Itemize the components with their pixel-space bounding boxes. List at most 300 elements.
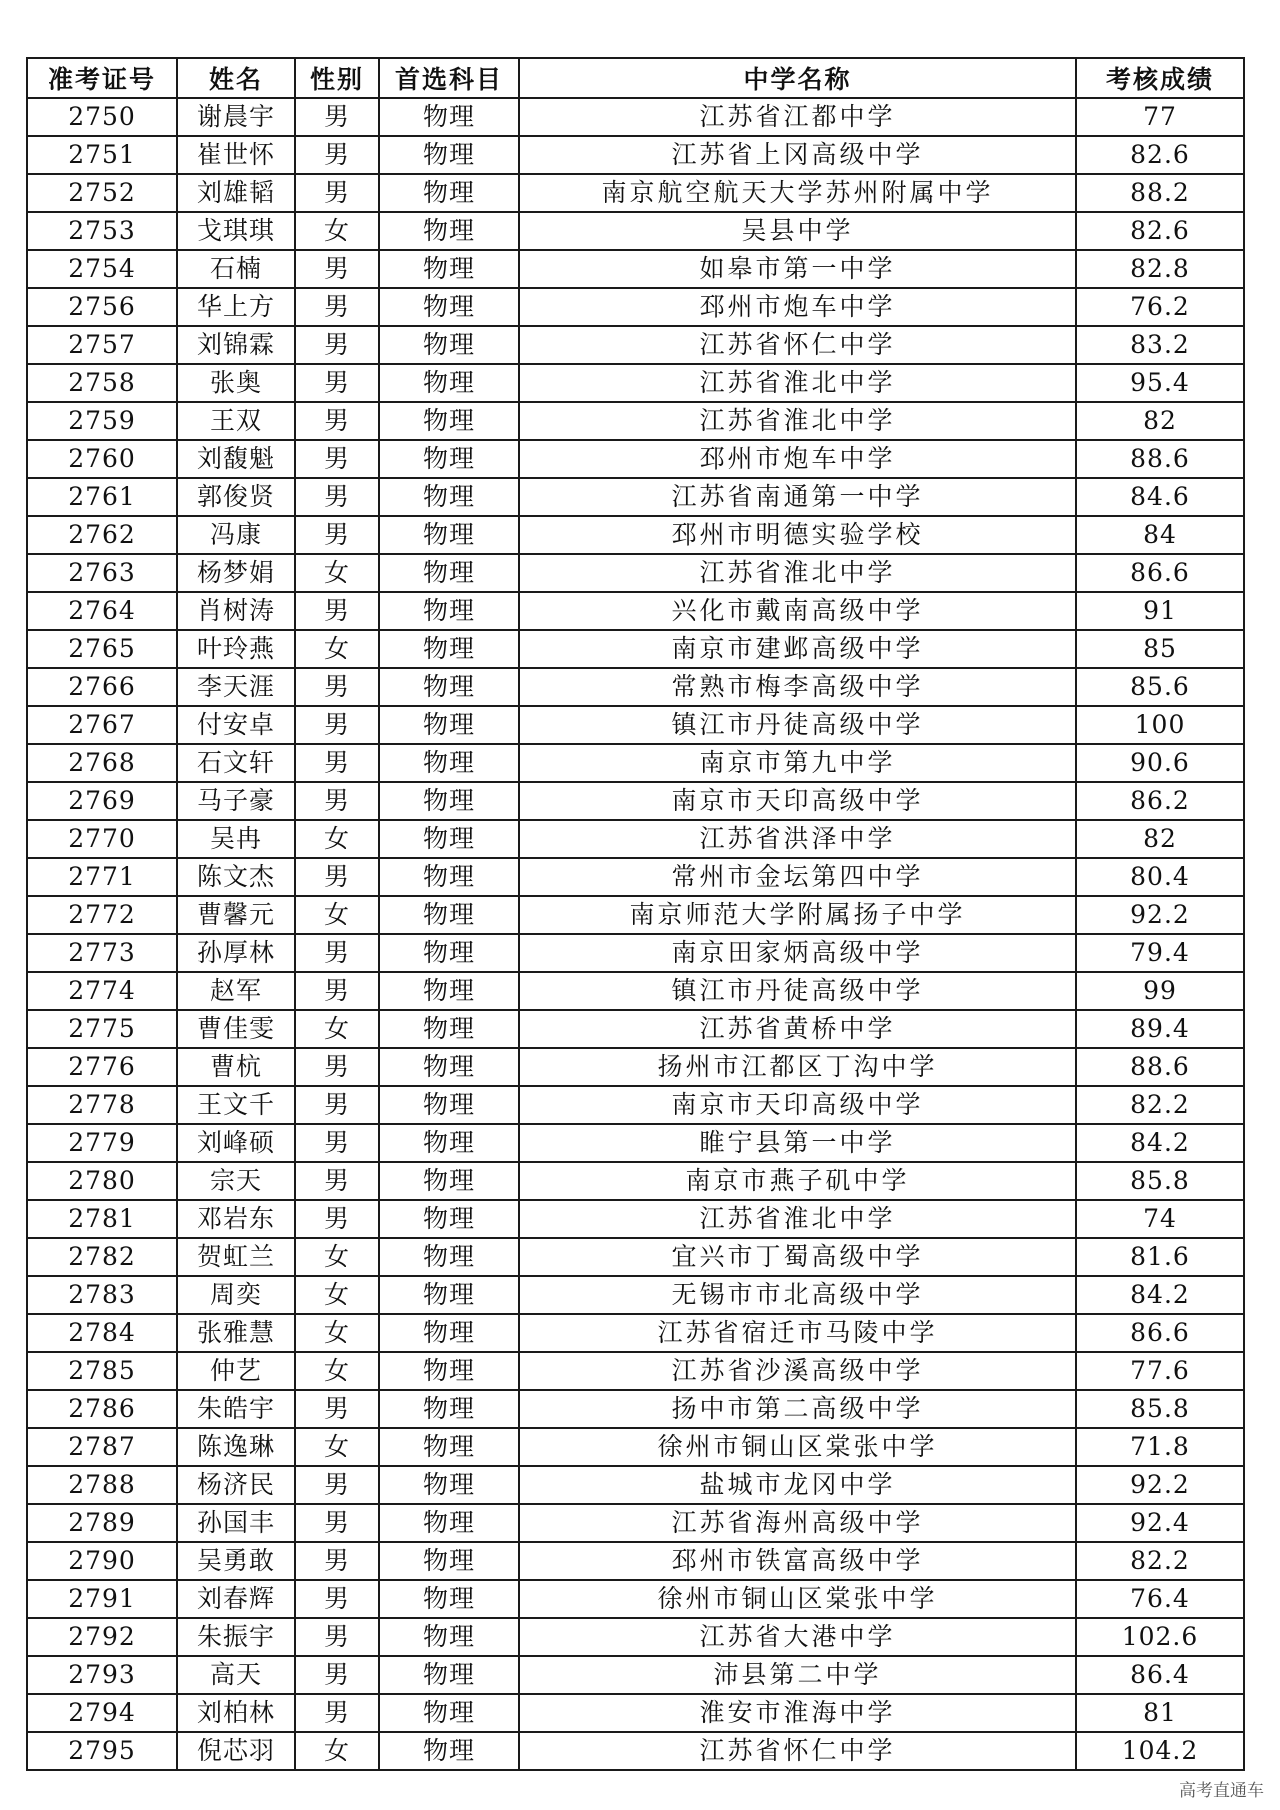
cell-gender: 男 <box>295 174 379 212</box>
cell-exam-id: 2778 <box>27 1086 177 1124</box>
cell-school: 镇江市丹徒高级中学 <box>519 972 1076 1010</box>
cell-exam-id: 2786 <box>27 1390 177 1428</box>
cell-subject: 物理 <box>379 592 519 630</box>
cell-gender: 男 <box>295 516 379 554</box>
cell-school: 邳州市铁富高级中学 <box>519 1542 1076 1580</box>
cell-subject: 物理 <box>379 136 519 174</box>
header-name: 姓名 <box>177 58 295 98</box>
table-row <box>27 440 1244 478</box>
cell-score: 82.6 <box>1076 212 1244 250</box>
cell-subject: 物理 <box>379 1504 519 1542</box>
cell-exam-id: 2789 <box>27 1504 177 1542</box>
cell-name: 华上方 <box>177 288 295 326</box>
cell-score: 92.2 <box>1076 896 1244 934</box>
table-row <box>27 1542 1244 1580</box>
cell-school: 吴县中学 <box>519 212 1076 250</box>
cell-gender: 女 <box>295 630 379 668</box>
cell-gender: 男 <box>295 592 379 630</box>
cell-subject: 物理 <box>379 1200 519 1238</box>
cell-name: 刘柏林 <box>177 1694 295 1732</box>
cell-gender: 男 <box>295 1086 379 1124</box>
table-row <box>27 1390 1244 1428</box>
table-row <box>27 820 1244 858</box>
cell-gender: 男 <box>295 1542 379 1580</box>
cell-subject: 物理 <box>379 1542 519 1580</box>
table-row <box>27 1124 1244 1162</box>
cell-subject: 物理 <box>379 1656 519 1694</box>
cell-exam-id: 2758 <box>27 364 177 402</box>
table-row <box>27 630 1244 668</box>
cell-score: 85.8 <box>1076 1162 1244 1200</box>
cell-score: 100 <box>1076 706 1244 744</box>
cell-subject: 物理 <box>379 1694 519 1732</box>
cell-exam-id: 2780 <box>27 1162 177 1200</box>
table-row <box>27 554 1244 592</box>
cell-school: 盐城市龙冈中学 <box>519 1466 1076 1504</box>
cell-school: 江苏省淮北中学 <box>519 402 1076 440</box>
cell-exam-id: 2771 <box>27 858 177 896</box>
cell-school: 镇江市丹徒高级中学 <box>519 706 1076 744</box>
cell-gender: 男 <box>295 1694 379 1732</box>
table-row <box>27 1314 1244 1352</box>
cell-exam-id: 2754 <box>27 250 177 288</box>
cell-name: 刘峰硕 <box>177 1124 295 1162</box>
cell-name: 曹佳雯 <box>177 1010 295 1048</box>
cell-school: 常熟市梅李高级中学 <box>519 668 1076 706</box>
cell-gender: 男 <box>295 250 379 288</box>
cell-subject: 物理 <box>379 1352 519 1390</box>
cell-gender: 男 <box>295 98 379 136</box>
cell-score: 74 <box>1076 1200 1244 1238</box>
cell-gender: 男 <box>295 1618 379 1656</box>
cell-exam-id: 2759 <box>27 402 177 440</box>
cell-subject: 物理 <box>379 1238 519 1276</box>
cell-name: 张奥 <box>177 364 295 402</box>
cell-gender: 男 <box>295 364 379 402</box>
cell-exam-id: 2787 <box>27 1428 177 1466</box>
cell-name: 冯康 <box>177 516 295 554</box>
cell-score: 82.6 <box>1076 136 1244 174</box>
cell-subject: 物理 <box>379 668 519 706</box>
cell-gender: 男 <box>295 440 379 478</box>
cell-name: 仲艺 <box>177 1352 295 1390</box>
cell-gender: 女 <box>295 1314 379 1352</box>
cell-gender: 男 <box>295 668 379 706</box>
cell-score: 91 <box>1076 592 1244 630</box>
cell-exam-id: 2781 <box>27 1200 177 1238</box>
cell-subject: 物理 <box>379 174 519 212</box>
table-row <box>27 858 1244 896</box>
cell-school: 宜兴市丁蜀高级中学 <box>519 1238 1076 1276</box>
header-subject: 首选科目 <box>379 58 519 98</box>
cell-name: 肖树涛 <box>177 592 295 630</box>
cell-school: 沛县第二中学 <box>519 1656 1076 1694</box>
cell-gender: 男 <box>295 1048 379 1086</box>
cell-exam-id: 2757 <box>27 326 177 364</box>
cell-subject: 物理 <box>379 98 519 136</box>
cell-score: 81.6 <box>1076 1238 1244 1276</box>
cell-exam-id: 2768 <box>27 744 177 782</box>
cell-school: 扬中市第二高级中学 <box>519 1390 1076 1428</box>
table-row <box>27 1618 1244 1656</box>
table-row <box>27 1086 1244 1124</box>
cell-school: 江苏省大港中学 <box>519 1618 1076 1656</box>
cell-school: 江苏省宿迁市马陵中学 <box>519 1314 1076 1352</box>
table-row <box>27 1048 1244 1086</box>
cell-gender: 女 <box>295 212 379 250</box>
cell-school: 徐州市铜山区棠张中学 <box>519 1580 1076 1618</box>
table-row <box>27 402 1244 440</box>
cell-gender: 男 <box>295 972 379 1010</box>
watermark-text: 高考直通车 <box>1179 1781 1264 1801</box>
table-row <box>27 1010 1244 1048</box>
cell-gender: 男 <box>295 326 379 364</box>
cell-score: 86.6 <box>1076 1314 1244 1352</box>
cell-score: 81 <box>1076 1694 1244 1732</box>
cell-name: 崔世怀 <box>177 136 295 174</box>
table-row <box>27 250 1244 288</box>
cell-exam-id: 2763 <box>27 554 177 592</box>
cell-school: 常州市金坛第四中学 <box>519 858 1076 896</box>
cell-gender: 男 <box>295 288 379 326</box>
cell-subject: 物理 <box>379 1466 519 1504</box>
cell-gender: 男 <box>295 934 379 972</box>
cell-subject: 物理 <box>379 516 519 554</box>
cell-school: 淮安市淮海中学 <box>519 1694 1076 1732</box>
cell-exam-id: 2773 <box>27 934 177 972</box>
cell-school: 兴化市戴南高级中学 <box>519 592 1076 630</box>
table-row <box>27 1428 1244 1466</box>
header-school: 中学名称 <box>519 58 1076 98</box>
cell-score: 77.6 <box>1076 1352 1244 1390</box>
table-row <box>27 1504 1244 1542</box>
cell-score: 83.2 <box>1076 326 1244 364</box>
cell-name: 刘馥魁 <box>177 440 295 478</box>
cell-score: 84.2 <box>1076 1276 1244 1314</box>
table-row <box>27 1200 1244 1238</box>
cell-subject: 物理 <box>379 288 519 326</box>
table-row <box>27 1694 1244 1732</box>
cell-exam-id: 2776 <box>27 1048 177 1086</box>
table-row <box>27 288 1244 326</box>
cell-exam-id: 2752 <box>27 174 177 212</box>
cell-name: 石楠 <box>177 250 295 288</box>
cell-score: 82 <box>1076 402 1244 440</box>
table-row <box>27 516 1244 554</box>
cell-school: 江苏省南通第一中学 <box>519 478 1076 516</box>
cell-score: 82.2 <box>1076 1086 1244 1124</box>
cell-name: 付安卓 <box>177 706 295 744</box>
table-row <box>27 136 1244 174</box>
cell-exam-id: 2775 <box>27 1010 177 1048</box>
cell-name: 朱皓宇 <box>177 1390 295 1428</box>
cell-subject: 物理 <box>379 1428 519 1466</box>
table-row <box>27 1656 1244 1694</box>
cell-score: 88.6 <box>1076 1048 1244 1086</box>
cell-gender: 男 <box>295 136 379 174</box>
cell-score: 86.6 <box>1076 554 1244 592</box>
cell-school: 江苏省淮北中学 <box>519 364 1076 402</box>
table-row <box>27 1580 1244 1618</box>
cell-exam-id: 2794 <box>27 1694 177 1732</box>
cell-score: 99 <box>1076 972 1244 1010</box>
cell-subject: 物理 <box>379 858 519 896</box>
cell-school: 如皋市第一中学 <box>519 250 1076 288</box>
cell-subject: 物理 <box>379 630 519 668</box>
cell-subject: 物理 <box>379 1276 519 1314</box>
cell-school: 江苏省怀仁中学 <box>519 326 1076 364</box>
cell-gender: 女 <box>295 1238 379 1276</box>
cell-name: 马子豪 <box>177 782 295 820</box>
cell-gender: 男 <box>295 478 379 516</box>
cell-exam-id: 2783 <box>27 1276 177 1314</box>
cell-subject: 物理 <box>379 1162 519 1200</box>
table-body <box>27 98 1244 1770</box>
cell-exam-id: 2753 <box>27 212 177 250</box>
cell-name: 刘春辉 <box>177 1580 295 1618</box>
table-row <box>27 174 1244 212</box>
cell-school: 江苏省沙溪高级中学 <box>519 1352 1076 1390</box>
cell-subject: 物理 <box>379 1048 519 1086</box>
cell-subject: 物理 <box>379 1580 519 1618</box>
cell-gender: 女 <box>295 1352 379 1390</box>
cell-score: 85.8 <box>1076 1390 1244 1428</box>
cell-exam-id: 2774 <box>27 972 177 1010</box>
cell-gender: 男 <box>295 402 379 440</box>
cell-name: 曹馨元 <box>177 896 295 934</box>
cell-score: 84.2 <box>1076 1124 1244 1162</box>
cell-subject: 物理 <box>379 782 519 820</box>
cell-score: 76.2 <box>1076 288 1244 326</box>
table-row <box>27 744 1244 782</box>
header-score: 考核成绩 <box>1076 58 1244 98</box>
cell-exam-id: 2760 <box>27 440 177 478</box>
cell-name: 贺虹兰 <box>177 1238 295 1276</box>
cell-gender: 男 <box>295 1504 379 1542</box>
cell-name: 杨梦娟 <box>177 554 295 592</box>
table-row <box>27 98 1244 136</box>
cell-score: 92.4 <box>1076 1504 1244 1542</box>
cell-subject: 物理 <box>379 250 519 288</box>
cell-name: 陈逸琳 <box>177 1428 295 1466</box>
cell-name: 赵军 <box>177 972 295 1010</box>
cell-score: 88.2 <box>1076 174 1244 212</box>
cell-school: 江苏省洪泽中学 <box>519 820 1076 858</box>
cell-school: 南京市第九中学 <box>519 744 1076 782</box>
cell-gender: 男 <box>295 858 379 896</box>
cell-gender: 男 <box>295 1200 379 1238</box>
cell-name: 曹杭 <box>177 1048 295 1086</box>
cell-school: 邳州市炮车中学 <box>519 288 1076 326</box>
cell-subject: 物理 <box>379 1618 519 1656</box>
cell-subject: 物理 <box>379 402 519 440</box>
table-row <box>27 1732 1244 1770</box>
cell-name: 倪芯羽 <box>177 1732 295 1770</box>
cell-score: 79.4 <box>1076 934 1244 972</box>
cell-exam-id: 2772 <box>27 896 177 934</box>
cell-subject: 物理 <box>379 440 519 478</box>
cell-score: 88.6 <box>1076 440 1244 478</box>
cell-gender: 男 <box>295 1390 379 1428</box>
cell-subject: 物理 <box>379 478 519 516</box>
table-row <box>27 972 1244 1010</box>
table-row <box>27 212 1244 250</box>
header-exam-id: 准考证号 <box>27 58 177 98</box>
cell-subject: 物理 <box>379 554 519 592</box>
cell-gender: 女 <box>295 1010 379 1048</box>
cell-exam-id: 2762 <box>27 516 177 554</box>
cell-exam-id: 2795 <box>27 1732 177 1770</box>
cell-exam-id: 2793 <box>27 1656 177 1694</box>
table-row <box>27 1276 1244 1314</box>
cell-name: 周奕 <box>177 1276 295 1314</box>
cell-exam-id: 2750 <box>27 98 177 136</box>
cell-school: 南京师范大学附属扬子中学 <box>519 896 1076 934</box>
cell-gender: 男 <box>295 1656 379 1694</box>
cell-school: 无锡市市北高级中学 <box>519 1276 1076 1314</box>
table-header-row <box>27 58 1244 98</box>
cell-school: 江苏省淮北中学 <box>519 554 1076 592</box>
cell-exam-id: 2756 <box>27 288 177 326</box>
cell-name: 刘锦霖 <box>177 326 295 364</box>
score-sheet <box>26 57 1243 1771</box>
cell-score: 86.2 <box>1076 782 1244 820</box>
cell-gender: 男 <box>295 744 379 782</box>
cell-name: 杨济民 <box>177 1466 295 1504</box>
cell-name: 朱振宇 <box>177 1618 295 1656</box>
cell-subject: 物理 <box>379 934 519 972</box>
cell-name: 郭俊贤 <box>177 478 295 516</box>
cell-name: 吴冉 <box>177 820 295 858</box>
cell-school: 南京航空航天大学苏州附属中学 <box>519 174 1076 212</box>
cell-subject: 物理 <box>379 1086 519 1124</box>
table-row <box>27 478 1244 516</box>
cell-gender: 男 <box>295 782 379 820</box>
table-row <box>27 706 1244 744</box>
cell-exam-id: 2766 <box>27 668 177 706</box>
cell-gender: 女 <box>295 820 379 858</box>
cell-subject: 物理 <box>379 326 519 364</box>
cell-subject: 物理 <box>379 744 519 782</box>
cell-school: 邳州市炮车中学 <box>519 440 1076 478</box>
cell-score: 104.2 <box>1076 1732 1244 1770</box>
cell-exam-id: 2785 <box>27 1352 177 1390</box>
cell-subject: 物理 <box>379 1732 519 1770</box>
cell-gender: 男 <box>295 1580 379 1618</box>
cell-subject: 物理 <box>379 706 519 744</box>
cell-score: 77 <box>1076 98 1244 136</box>
cell-school: 江苏省上冈高级中学 <box>519 136 1076 174</box>
cell-score: 80.4 <box>1076 858 1244 896</box>
cell-subject: 物理 <box>379 972 519 1010</box>
cell-score: 82 <box>1076 820 1244 858</box>
table-row <box>27 1162 1244 1200</box>
cell-name: 张雅慧 <box>177 1314 295 1352</box>
cell-name: 吴勇敢 <box>177 1542 295 1580</box>
cell-gender: 男 <box>295 706 379 744</box>
table-row <box>27 782 1244 820</box>
cell-exam-id: 2764 <box>27 592 177 630</box>
cell-name: 孙厚林 <box>177 934 295 972</box>
cell-name: 谢晨宇 <box>177 98 295 136</box>
table-row <box>27 364 1244 402</box>
cell-name: 高天 <box>177 1656 295 1694</box>
cell-score: 76.4 <box>1076 1580 1244 1618</box>
table-row <box>27 1238 1244 1276</box>
cell-gender: 女 <box>295 1428 379 1466</box>
cell-school: 南京市天印高级中学 <box>519 1086 1076 1124</box>
cell-name: 李天涯 <box>177 668 295 706</box>
cell-school: 江苏省江都中学 <box>519 98 1076 136</box>
cell-name: 陈文杰 <box>177 858 295 896</box>
cell-gender: 女 <box>295 554 379 592</box>
cell-exam-id: 2791 <box>27 1580 177 1618</box>
cell-subject: 物理 <box>379 896 519 934</box>
cell-subject: 物理 <box>379 1010 519 1048</box>
table-row <box>27 592 1244 630</box>
cell-school: 睢宁县第一中学 <box>519 1124 1076 1162</box>
cell-school: 江苏省怀仁中学 <box>519 1732 1076 1770</box>
cell-school: 江苏省淮北中学 <box>519 1200 1076 1238</box>
cell-score: 84.6 <box>1076 478 1244 516</box>
cell-gender: 男 <box>295 1466 379 1504</box>
cell-school: 江苏省海州高级中学 <box>519 1504 1076 1542</box>
cell-exam-id: 2782 <box>27 1238 177 1276</box>
results-table <box>26 57 1245 1771</box>
cell-score: 102.6 <box>1076 1618 1244 1656</box>
cell-exam-id: 2761 <box>27 478 177 516</box>
cell-score: 71.8 <box>1076 1428 1244 1466</box>
cell-subject: 物理 <box>379 1314 519 1352</box>
cell-exam-id: 2769 <box>27 782 177 820</box>
cell-name: 石文轩 <box>177 744 295 782</box>
cell-exam-id: 2751 <box>27 136 177 174</box>
cell-score: 82.2 <box>1076 1542 1244 1580</box>
cell-subject: 物理 <box>379 1124 519 1162</box>
cell-school: 江苏省黄桥中学 <box>519 1010 1076 1048</box>
cell-subject: 物理 <box>379 820 519 858</box>
cell-gender: 男 <box>295 1124 379 1162</box>
table-row <box>27 934 1244 972</box>
cell-score: 85.6 <box>1076 668 1244 706</box>
cell-score: 86.4 <box>1076 1656 1244 1694</box>
cell-exam-id: 2765 <box>27 630 177 668</box>
cell-gender: 女 <box>295 1276 379 1314</box>
cell-name: 刘雄韬 <box>177 174 295 212</box>
cell-score: 92.2 <box>1076 1466 1244 1504</box>
table-row <box>27 668 1244 706</box>
cell-name: 王文千 <box>177 1086 295 1124</box>
cell-gender: 女 <box>295 896 379 934</box>
cell-school: 南京市天印高级中学 <box>519 782 1076 820</box>
cell-exam-id: 2788 <box>27 1466 177 1504</box>
cell-name: 孙国丰 <box>177 1504 295 1542</box>
cell-exam-id: 2770 <box>27 820 177 858</box>
cell-exam-id: 2779 <box>27 1124 177 1162</box>
cell-school: 南京市建邺高级中学 <box>519 630 1076 668</box>
cell-exam-id: 2784 <box>27 1314 177 1352</box>
cell-name: 叶玲燕 <box>177 630 295 668</box>
cell-score: 89.4 <box>1076 1010 1244 1048</box>
table-row <box>27 326 1244 364</box>
cell-school: 邳州市明德实验学校 <box>519 516 1076 554</box>
cell-exam-id: 2790 <box>27 1542 177 1580</box>
cell-subject: 物理 <box>379 212 519 250</box>
cell-score: 95.4 <box>1076 364 1244 402</box>
cell-subject: 物理 <box>379 364 519 402</box>
cell-name: 宗天 <box>177 1162 295 1200</box>
table-row <box>27 1466 1244 1504</box>
